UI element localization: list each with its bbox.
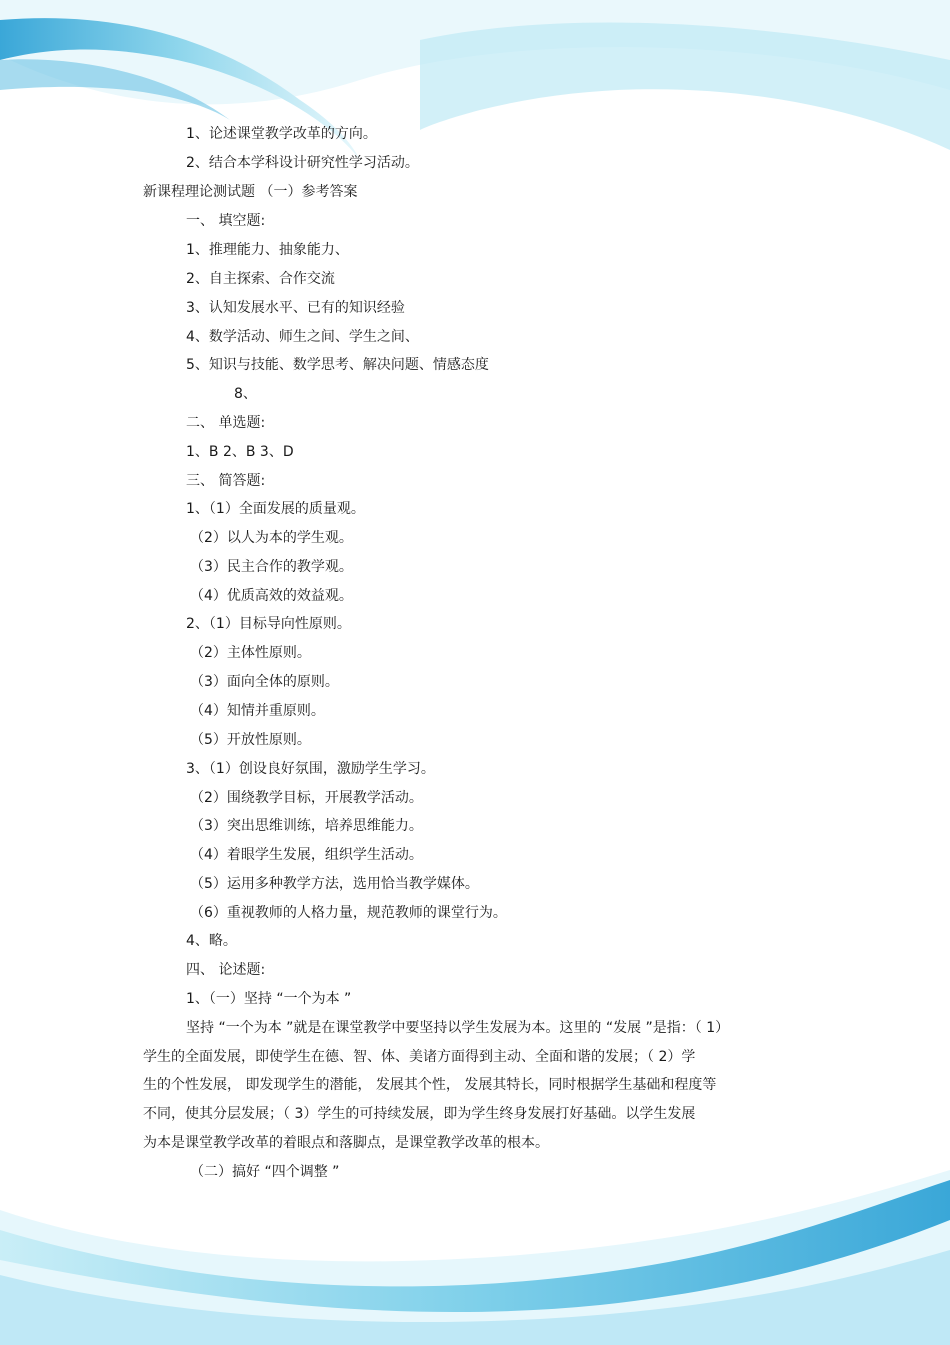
choice-answers: 1、B 2、B 3、D (186, 444, 294, 460)
short-answer-1-3: （3）民主合作的教学观。 (190, 559, 353, 575)
short-answer-3-1: 3、（1）创设良好氛围，激励学生学习。 (186, 761, 435, 777)
fill-answer-8: 8、 (234, 386, 257, 402)
fill-answer-1: 1、推理能力、抽象能力、 (186, 242, 349, 258)
short-answer-1-2: （2）以人为本的学生观。 (190, 530, 353, 546)
essay-paragraph-line-4: 不同，使其分层发展；（ 3）学生的可持续发展，即为学生终身发展打好基础。以学生发展 (143, 1106, 696, 1122)
fill-answer-3: 3、认知发展水平、已有的知识经验 (186, 300, 405, 316)
short-answer-2-1: 2、（1）目标导向性原则。 (186, 616, 351, 632)
short-answer-4: 4、略。 (186, 933, 237, 949)
section-short-answer: 三、 简答题: (186, 473, 266, 489)
answers-title: 新课程理论测试题 （一）参考答案 (143, 184, 358, 200)
fill-answer-4: 4、数学活动、师生之间、学生之间、 (186, 329, 419, 345)
section-essay: 四、 论述题: (186, 962, 266, 978)
short-answer-3-2: （2）围绕教学目标，开展教学活动。 (190, 790, 423, 806)
essay-paragraph-line-2: 学生的全面发展，即使学生在德、智、体、美诸方面得到主动、全面和谐的发展；（ 2）学 (143, 1049, 696, 1065)
short-answer-3-3: （3）突出思维训练，培养思维能力。 (190, 818, 423, 834)
short-answer-2-3: （3）面向全体的原则。 (190, 674, 339, 690)
question-1: 1、论述课堂教学改革的方向。 (186, 126, 377, 142)
essay-heading-2: （二）搞好 “四个调整 ” (190, 1164, 340, 1180)
short-answer-1-1: 1、（1）全面发展的质量观。 (186, 501, 365, 517)
short-answer-2-5: （5）开放性原则。 (190, 732, 311, 748)
essay-paragraph-line-3: 生的个性发展， 即发现学生的潜能， 发展其个性， 发展其特长，同时根据学生基础和程度等 (143, 1077, 717, 1093)
section-fill-blank: 一、 填空题: (186, 213, 266, 229)
fill-answer-5: 5、知识与技能、数学思考、解决问题、情感态度 (186, 357, 489, 373)
question-2: 2、结合本学科设计研究性学习活动。 (186, 155, 419, 171)
short-answer-3-6: （6）重视教师的人格力量，规范教师的课堂行为。 (190, 905, 507, 921)
short-answer-1-4: （4）优质高效的效益观。 (190, 588, 353, 604)
short-answer-2-4: （4）知情并重原则。 (190, 703, 325, 719)
section-single-choice: 二、 单选题: (186, 415, 266, 431)
short-answer-3-4: （4）着眼学生发展，组织学生活动。 (190, 847, 423, 863)
essay-heading-1: 1、（一）坚持 “一个为本 ” (186, 991, 352, 1007)
fill-answer-2: 2、自主探索、合作交流 (186, 271, 335, 287)
essay-paragraph-line-1: 坚持 “一个为本 ”就是在课堂教学中要坚持以学生发展为本。这里的 “发展 ”是指：（ 1） (186, 1020, 730, 1036)
essay-paragraph-line-5: 为本是课堂教学改革的着眼点和落脚点，是课堂教学改革的根本。 (143, 1135, 549, 1151)
short-answer-2-2: （2）主体性原则。 (190, 645, 311, 661)
short-answer-3-5: （5）运用多种教学方法，选用恰当教学媒体。 (190, 876, 479, 892)
